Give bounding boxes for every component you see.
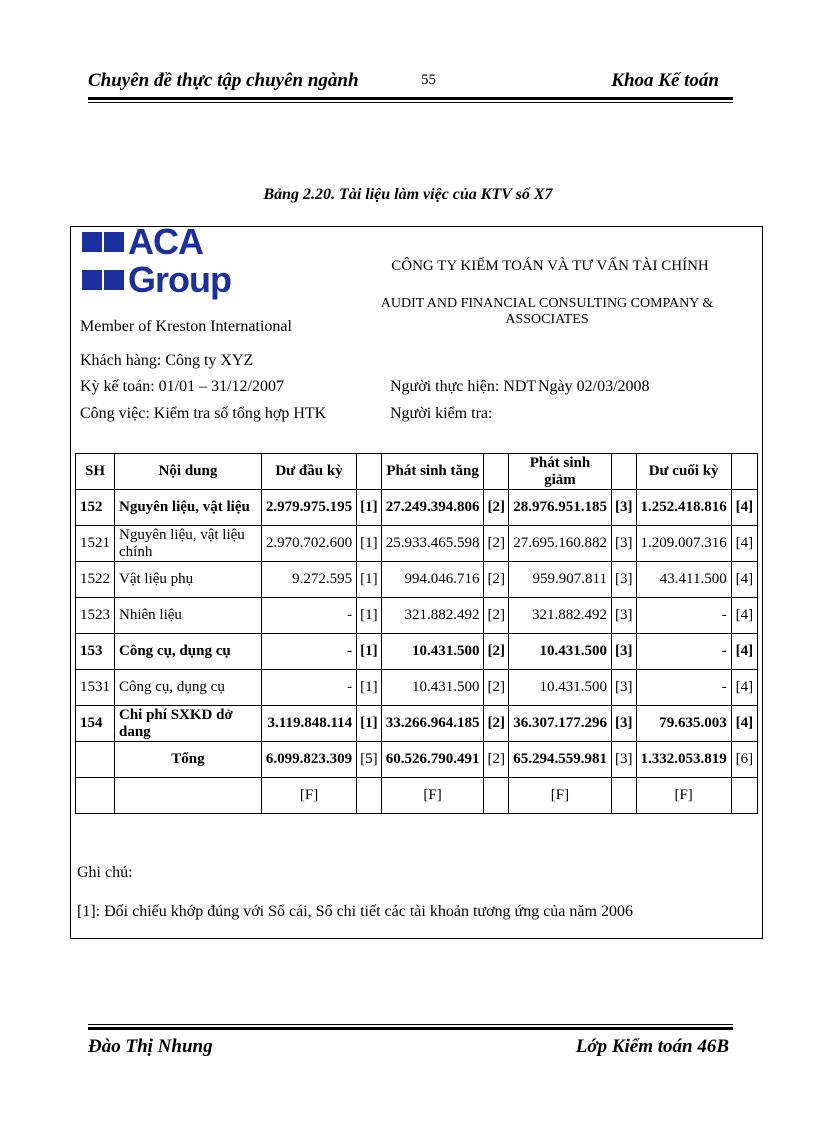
- tickmark: [4]: [731, 598, 757, 634]
- tickmark: [3]: [611, 598, 636, 634]
- tickmark: [1]: [357, 526, 382, 562]
- member-of-kreston: Member of Kreston International: [80, 318, 292, 335]
- tickmark: [4]: [731, 562, 757, 598]
- tickmark: [4]: [731, 526, 757, 562]
- total-closing: 1.332.053.819: [636, 742, 731, 778]
- increase: 27.249.394.806: [381, 490, 484, 526]
- total-decrease: 65.294.559.981: [509, 742, 612, 778]
- company-name-vn: CÔNG TY KIỂM TOÁN VÀ TƯ VẤN TÀI CHÍNH: [391, 258, 709, 274]
- page-number: 55: [421, 72, 436, 88]
- notes-title: Ghi chú:: [77, 864, 133, 881]
- header-department: Khoa Kế toán: [611, 70, 719, 91]
- table-header-row: [76, 454, 758, 490]
- table-row: [76, 598, 758, 634]
- empty-cell: [76, 742, 115, 778]
- tickmark: [2]: [484, 562, 509, 598]
- total-opening: 6.099.823.309: [261, 742, 356, 778]
- empty-cell: [76, 778, 115, 814]
- performer-line: Người thực hiện: NDT: [390, 378, 537, 395]
- company-name-en: AUDIT AND FINANCIAL CONSULTING COMPANY & ASSOCIATES: [380, 296, 714, 327]
- col-header: Nội dung: [115, 454, 262, 490]
- account-code: 1521: [76, 526, 115, 562]
- logo-text-group: Group: [128, 259, 231, 300]
- decrease: 10.431.500: [509, 634, 612, 670]
- account-name: Nguyên liệu, vật liệu chính: [115, 526, 262, 562]
- footing-mark: [F]: [381, 778, 484, 814]
- tickmark: [2]: [484, 634, 509, 670]
- header-course-title: Chuyên đề thực tập chuyên ngành: [88, 70, 359, 91]
- account-name: Công cụ, dụng cụ: [115, 670, 262, 706]
- account-code: 1523: [76, 598, 115, 634]
- decrease: 321.882.492: [509, 598, 612, 634]
- opening-balance: -: [261, 670, 356, 706]
- increase: 10.431.500: [381, 670, 484, 706]
- logo-square-icon: [104, 232, 124, 252]
- increase: 321.882.492: [381, 598, 484, 634]
- closing-balance: -: [636, 670, 731, 706]
- account-name: Chi phí SXKD dở dang: [115, 706, 262, 742]
- tickmark: [4]: [731, 490, 757, 526]
- col-header: [611, 454, 636, 490]
- tickmark: [5]: [357, 742, 382, 778]
- reviewer-line: Người kiểm tra:: [390, 405, 493, 422]
- account-code: 1531: [76, 670, 115, 706]
- increase: 33.266.964.185: [381, 706, 484, 742]
- tickmark: [2]: [484, 490, 509, 526]
- closing-balance: 1.252.418.816: [636, 490, 731, 526]
- logo-square-icon: [82, 270, 102, 290]
- closing-balance: 1.209.007.316: [636, 526, 731, 562]
- tickmark: [3]: [611, 526, 636, 562]
- col-header: [357, 454, 382, 490]
- footing-ref-row: [76, 778, 758, 814]
- empty-cell: [484, 778, 509, 814]
- account-name: Nhiên liệu: [115, 598, 262, 634]
- account-name: Nguyên liệu, vật liệu: [115, 490, 262, 526]
- header-rule-thin: [88, 102, 733, 103]
- closing-balance: -: [636, 598, 731, 634]
- col-header: Phát sinh tăng: [381, 454, 484, 490]
- tickmark: [1]: [357, 562, 382, 598]
- note-line: [1]: Đối chiếu khớp đúng với Sổ cái, Sổ chi tiết các tài khoản tương ứng của năm 2006: [77, 903, 633, 920]
- account-code: 153: [76, 634, 115, 670]
- empty-cell: [611, 778, 636, 814]
- tickmark: [1]: [357, 634, 382, 670]
- col-header: Dư cuối kỳ: [636, 454, 731, 490]
- footer-class: Lớp Kiểm toán 46B: [575, 1036, 729, 1057]
- tickmark: [2]: [484, 598, 509, 634]
- task-line: Công việc: Kiểm tra số tổng hợp HTK: [80, 405, 327, 422]
- closing-balance: 43.411.500: [636, 562, 731, 598]
- tickmark: [3]: [611, 670, 636, 706]
- closing-balance: -: [636, 634, 731, 670]
- inventory-summary-table: [75, 453, 758, 814]
- account-code: 152: [76, 490, 115, 526]
- closing-balance: 79.635.003: [636, 706, 731, 742]
- account-code: 154: [76, 706, 115, 742]
- opening-balance: 2.979.975.195: [261, 490, 356, 526]
- page-header: [88, 68, 733, 92]
- tickmark: [4]: [731, 670, 757, 706]
- footer-author: Đào Thị Nhung: [88, 1036, 213, 1057]
- table-row: [76, 490, 758, 526]
- tickmark: [3]: [611, 634, 636, 670]
- table-row: [76, 562, 758, 598]
- tickmark: [3]: [611, 490, 636, 526]
- footer-rule-thick: [88, 1027, 733, 1030]
- opening-balance: 2.970.702.600: [261, 526, 356, 562]
- table-row: [76, 706, 758, 742]
- tickmark: [4]: [731, 706, 757, 742]
- logo-square-icon: [82, 232, 102, 252]
- col-header: Phát sinh giảm: [509, 454, 612, 490]
- total-row: [76, 742, 758, 778]
- footer-rule-thin: [88, 1024, 733, 1025]
- empty-cell: [357, 778, 382, 814]
- client-line: Khách hàng: Công ty XYZ: [80, 352, 254, 369]
- account-name: Công cụ, dụng cụ: [115, 634, 262, 670]
- increase: 25.933.465.598: [381, 526, 484, 562]
- tickmark: [3]: [611, 706, 636, 742]
- table-row: [76, 526, 758, 562]
- total-label: Tổng: [115, 742, 262, 778]
- header-rule-thick: [88, 97, 733, 100]
- tickmark: [1]: [357, 670, 382, 706]
- decrease: 959.907.811: [509, 562, 612, 598]
- opening-balance: 3.119.848.114: [261, 706, 356, 742]
- tickmark: [4]: [731, 634, 757, 670]
- account-name: Vật liệu phụ: [115, 562, 262, 598]
- tickmark: [2]: [484, 670, 509, 706]
- tickmark: [3]: [611, 562, 636, 598]
- account-code: 1522: [76, 562, 115, 598]
- tickmark: [1]: [357, 598, 382, 634]
- date-line: Ngày 02/03/2008: [538, 378, 650, 395]
- decrease: 10.431.500: [509, 670, 612, 706]
- logo-square-icon: [104, 270, 124, 290]
- tickmark: [2]: [484, 742, 509, 778]
- tickmark: [1]: [357, 490, 382, 526]
- decrease: 27.695.160.882: [509, 526, 612, 562]
- col-header: [484, 454, 509, 490]
- footing-mark: [F]: [636, 778, 731, 814]
- aca-group-logo: [82, 221, 231, 310]
- table-caption: Bảng 2.20. Tài liệu làm việc của KTV số X7: [263, 186, 553, 203]
- total-increase: 60.526.790.491: [381, 742, 484, 778]
- increase: 10.431.500: [381, 634, 484, 670]
- period-line: Kỳ kế toán: 01/01 – 31/12/2007: [80, 378, 284, 395]
- tickmark: [3]: [611, 742, 636, 778]
- increase: 994.046.716: [381, 562, 484, 598]
- footing-mark: [F]: [261, 778, 356, 814]
- tickmark: [6]: [731, 742, 757, 778]
- opening-balance: -: [261, 634, 356, 670]
- col-header: Dư đầu kỳ: [261, 454, 356, 490]
- decrease: 28.976.951.185: [509, 490, 612, 526]
- opening-balance: -: [261, 598, 356, 634]
- table-row: [76, 634, 758, 670]
- col-header: [731, 454, 757, 490]
- footing-mark: [F]: [509, 778, 612, 814]
- empty-cell: [115, 778, 262, 814]
- col-header: SH: [76, 454, 115, 490]
- empty-cell: [731, 778, 757, 814]
- opening-balance: 9.272.595: [261, 562, 356, 598]
- logo-text-aca: ACA: [128, 221, 203, 262]
- tickmark: [2]: [484, 526, 509, 562]
- tickmark: [1]: [357, 706, 382, 742]
- tickmark: [2]: [484, 706, 509, 742]
- decrease: 36.307.177.296: [509, 706, 612, 742]
- table-row: [76, 670, 758, 706]
